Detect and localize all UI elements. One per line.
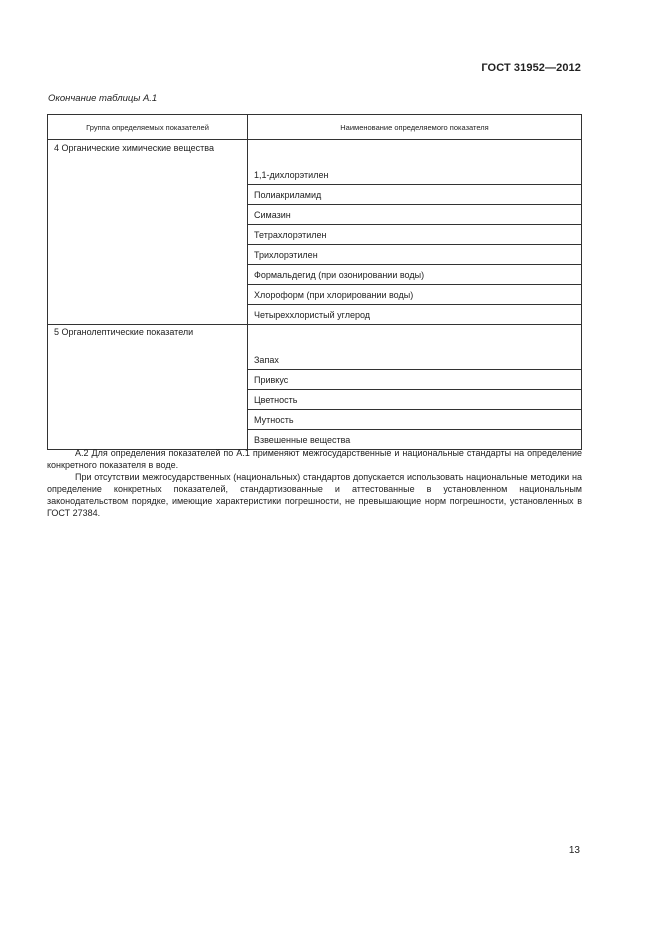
column-header-indicator: Наименование определяемого показателя bbox=[248, 115, 582, 140]
document-code: ГОСТ 31952—2012 bbox=[481, 62, 581, 74]
body-text bbox=[47, 447, 582, 519]
indicator-cell: Хлороформ (при хлорировании воды) bbox=[248, 285, 582, 305]
indicator-cell: Взвешенные вещества bbox=[248, 430, 582, 450]
group-cell-organic-chemicals: 4 Органические химические вещества bbox=[48, 140, 248, 325]
indicator-cell: Полиакриламид bbox=[248, 185, 582, 205]
indicator-cell: Запах bbox=[248, 325, 582, 370]
table-row bbox=[48, 325, 582, 370]
indicators-table bbox=[47, 114, 582, 450]
paragraph-national-methods: При отсутствии межгосударственных (национальных) стандартов допускается использовать национальные методики на определение конкретных показателей, стандартизованные и аттестованные в установленном национальным законодательством порядке, имеющие характеристики погрешности, не превышающие норм погрешности, установленных в ГОСТ 27384. bbox=[47, 472, 582, 518]
column-header-group: Группа определяемых показателей bbox=[48, 115, 248, 140]
paragraph-a2: А.2 Для определения показателей по А.1 применяют межгосударственные и национальные стандарты на определение конкретного показателя в воде. bbox=[47, 448, 582, 470]
indicator-cell: Симазин bbox=[248, 205, 582, 225]
indicator-cell: Мутность bbox=[248, 410, 582, 430]
indicator-cell: Четыреххлористый углерод bbox=[248, 305, 582, 325]
page-number: 13 bbox=[568, 845, 580, 856]
table-header-row bbox=[48, 115, 582, 140]
indicator-cell: Цветность bbox=[248, 390, 582, 410]
indicator-cell: Тетрахлорэтилен bbox=[248, 225, 582, 245]
indicator-cell: 1,1-дихлорэтилен bbox=[248, 140, 582, 185]
group-cell-organoleptic: 5 Органолептические показатели bbox=[48, 325, 248, 450]
table-caption: Окончание таблицы А.1 bbox=[48, 93, 158, 104]
table-row bbox=[48, 140, 582, 185]
indicator-cell: Формальдегид (при озонировании воды) bbox=[248, 265, 582, 285]
indicator-cell: Привкус bbox=[248, 370, 582, 390]
indicator-cell: Трихлорэтилен bbox=[248, 245, 582, 265]
